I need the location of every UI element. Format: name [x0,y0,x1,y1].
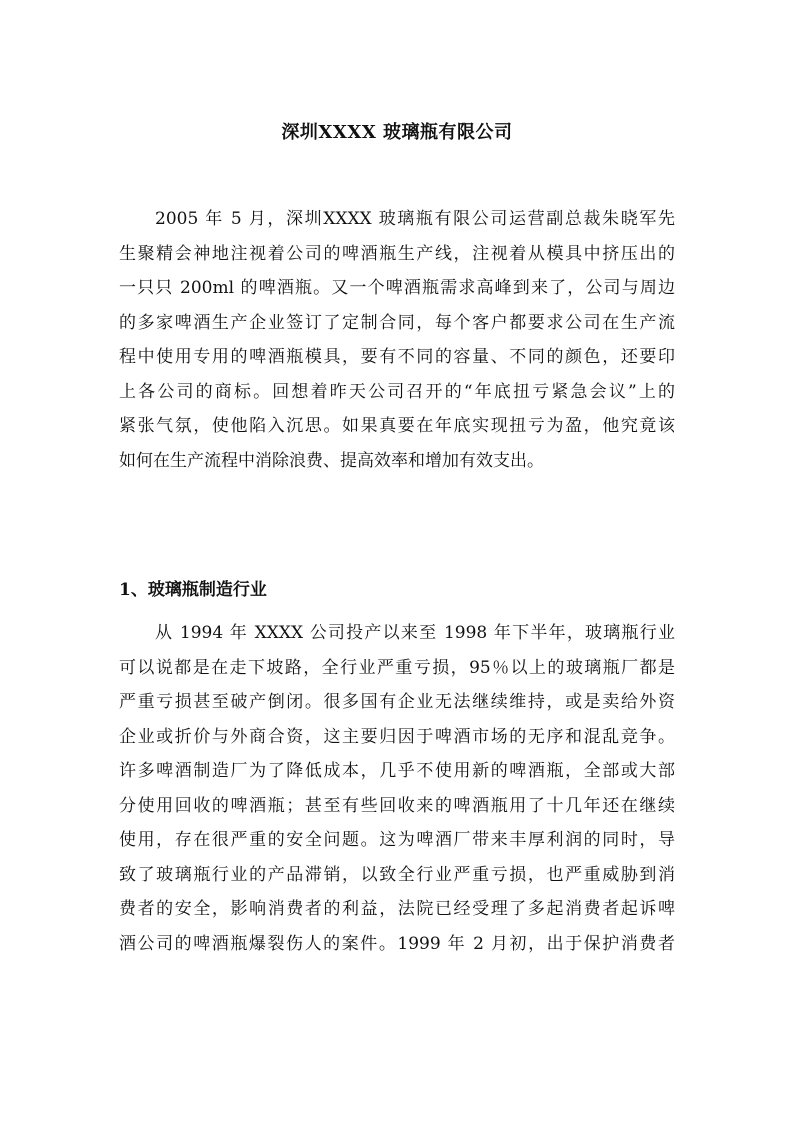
paragraph-line: 严重亏损甚至破产倒闭。很多国有企业无法继续维持，或是卖给外资 [119,692,675,712]
paragraph-line: 致了玻璃瓶行业的产品滞销，以致全行业严重亏损，也严重威胁到消 [119,864,675,885]
paragraph-line: 酒公司的啤酒瓶爆裂伤人的案件。1999 年 2 月初，出于保护消费者 [119,933,675,954]
paragraph-line: 许多啤酒制造厂为了降低成本，几乎不使用新的啤酒瓶，全部或大部 [119,761,675,781]
paragraph-line: 如何在生产流程中消除浪费、提高效率和增加有效支出。 [119,450,544,471]
intro-paragraph [119,202,675,478]
paragraph-line: 紧张气氛，使他陷入沉思。如果真要在年底实现扭亏为盈，他究竟该 [119,416,675,436]
paragraph-line: 的多家啤酒生产企业签订了定制合同，每个客户都要求公司在生产流 [119,312,675,333]
paragraph-line: 费者的安全，影响消费者的利益，法院已经受理了多起消费者起诉啤 [119,899,675,919]
section-paragraph [119,616,675,961]
paragraph-line: 企业或折价与外商合资，这主要归因于啤酒市场的无序和混乱竞争。 [119,726,675,747]
paragraph-line: 上各公司的商标。回想着昨天公司召开的“年底扭亏紧急会议”上的 [119,381,675,402]
page-title: 深圳XXXX 玻璃瓶有限公司 [281,122,513,143]
paragraph-line: 分使用回收的啤酒瓶；甚至有些回收来的啤酒瓶用了十几年还在继续 [119,795,675,816]
paragraph-line: 从 1994 年 XXXX 公司投产以来至 1998 年下半年，玻璃瓶行业 [155,623,675,643]
paragraph-line: 程中使用专用的啤酒瓶模具，要有不同的容量、不同的颜色，还要印 [119,347,675,367]
paragraph-line: 生聚精会神地注视着公司的啤酒瓶生产线，注视着从模具中挤压出的 [119,243,675,264]
paragraph-line: 2005 年 5 月，深圳XXXX 玻璃瓶有限公司运营副总裁朱晓军先 [155,209,675,229]
paragraph-line: 一只只 200ml 的啤酒瓶。又一个啤酒瓶需求高峰到来了，公司与周边 [119,278,675,298]
section-heading: 1、玻璃瓶制造行业 [119,580,267,600]
paragraph-line: 使用，存在很严重的安全问题。这为啤酒厂带来丰厚利润的同时，导 [119,830,675,850]
paragraph-line: 可以说都是在走下坡路，全行业严重亏损，95％以上的玻璃瓶厂都是 [119,657,675,678]
